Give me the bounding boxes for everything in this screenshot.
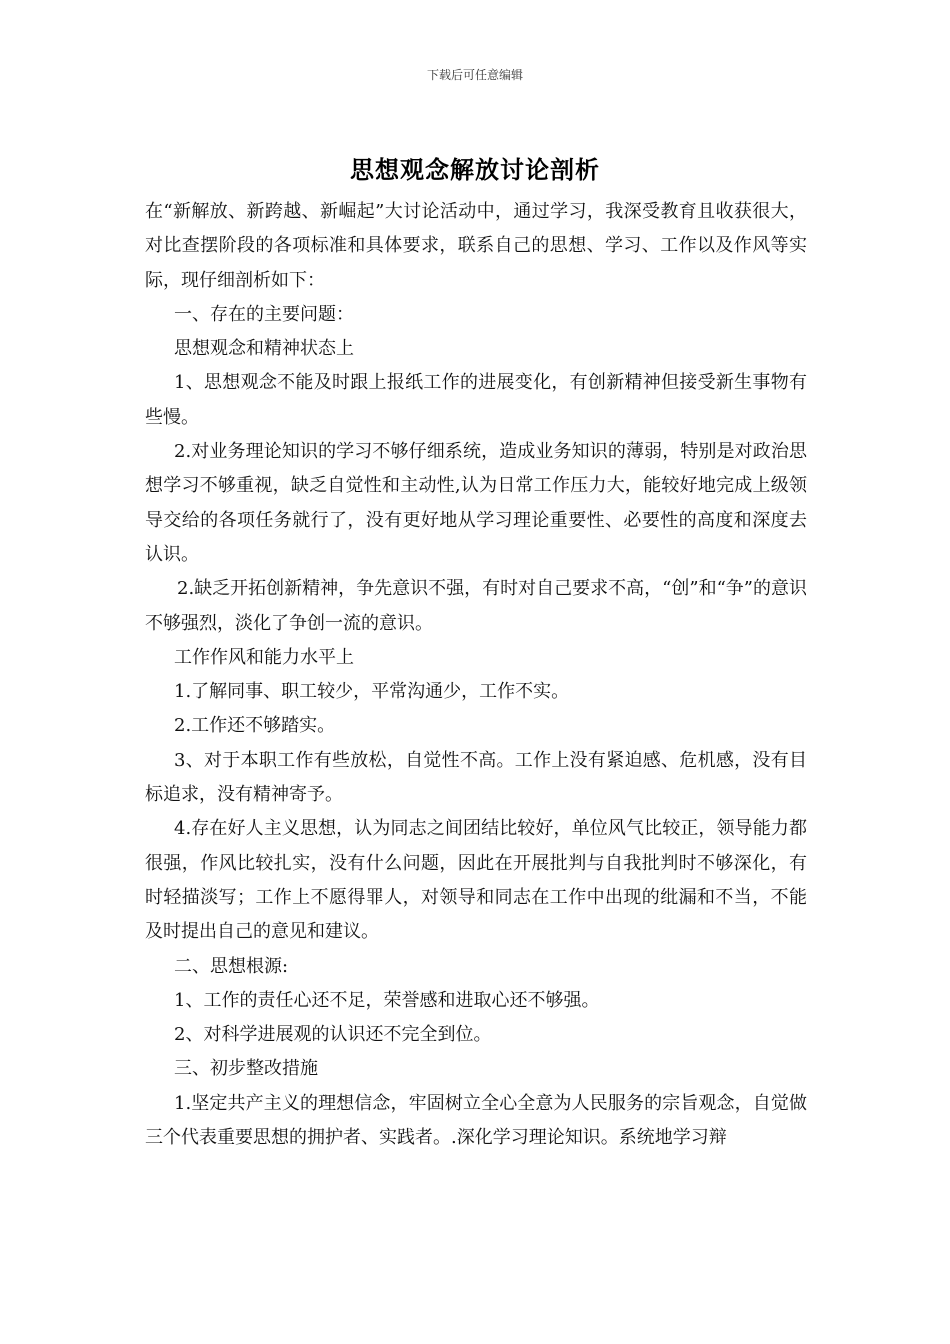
document-title: 思想观念解放讨论剖析 xyxy=(350,155,600,184)
page-header-note: 下载后可任意编辑 xyxy=(426,68,523,82)
paragraph: 2.缺乏开拓创新精神，争先意识不强，有时对自己要求不高，“创”和“争”的意识不够强烈，淡化了争创一流的意识。 xyxy=(145,578,807,634)
paragraph: 1.坚定共产主义的理想信念，牢固树立全心全意为人民服务的宗旨观念，自觉做三个代表重要思想的拥护者、实践者。.深化学习理论知识。系统地学习辩 xyxy=(145,1092,807,1149)
paragraph: 1、思想观念不能及时跟上报纸工作的进展变化，有创新精神但接受新生事物有些慢。 xyxy=(145,372,807,428)
paragraph: 3、对于本职工作有些放松，自觉性不高。工作上没有紧迫感、危机感，没有目标追求，没有精神寄予。 xyxy=(145,749,807,806)
paragraph: 2.工作还不够踏实。 xyxy=(174,715,336,737)
section-heading-problems: 一、存在的主要问题： xyxy=(174,303,354,325)
paragraph: 2、对科学进展观的认识还不完全到位。 xyxy=(174,1024,492,1046)
paragraph: 在“新解放、新跨越、新崛起”大讨论活动中，通过学习，我深受教育且收获很大，对比查摆阶段的各项标准和具体要求，联系自己的思想、学习、工作以及作风等实际，现仔细剖析如下： xyxy=(145,201,807,291)
paragraph: 1、工作的责任心还不足，荣誉感和进取心还不够强。 xyxy=(174,989,600,1011)
document-body xyxy=(145,195,807,1155)
section-heading-measures: 三、初步整改措施 xyxy=(174,1058,318,1080)
paragraph: 4.存在好人主义思想，认为同志之间团结比较好，单位风气比较正，领导能力都很强，作风比较扎实，没有什么问题，因此在开展批判与自我批判时不够深化，有时轻描淡写；工作上不愿得罪人，对领导和同志在工作中出现的纰漏和不当，不能及时提出自己的意见和建议。 xyxy=(145,818,807,943)
subheading-work-style: 工作作风和能力水平上 xyxy=(174,646,354,668)
paragraph: 2.对业务理论知识的学习不够仔细系统，造成业务知识的薄弱，特别是对政治思想学习不够重视，缺乏自觉性和主动性,认为日常工作压力大，能较好地完成上级领导交给的各项任务就行了，没有更好地从学习理论重要性、必要性的高度和深度去认识。 xyxy=(145,441,807,565)
paragraph: 1.了解同事、职工较少，平常沟通少，工作不实。 xyxy=(174,681,570,703)
subheading-thinking: 思想观念和精神状态上 xyxy=(174,338,354,360)
section-heading-roots: 二、思想根源: xyxy=(174,955,289,977)
